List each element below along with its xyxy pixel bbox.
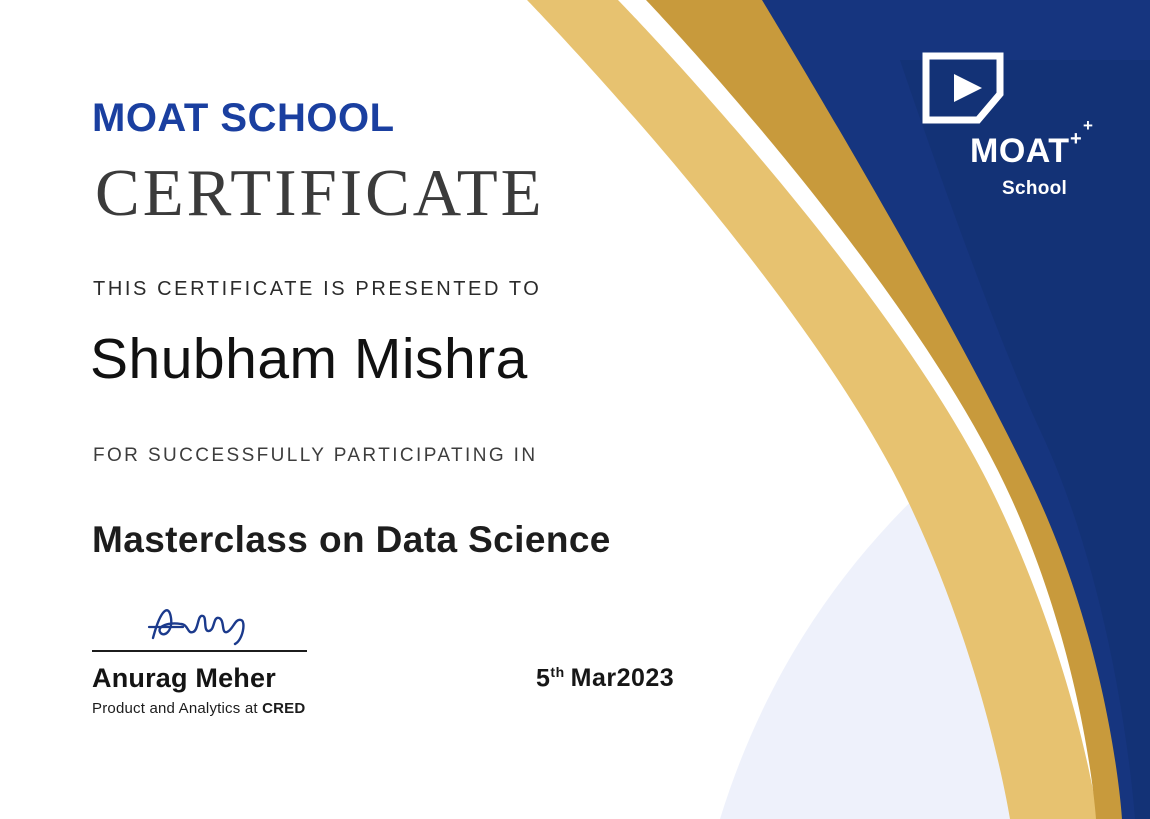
signer-role [92, 700, 352, 717]
signer-name: Anurag Meher [92, 663, 276, 693]
logo-plus-icon-1: + [1070, 128, 1082, 150]
recipient-name: Shubham Mishra [90, 327, 528, 391]
signature-rule [92, 650, 307, 652]
signer-role-prefix: Product and Analytics at [92, 700, 263, 717]
logo-subtitle: School [1002, 178, 1068, 199]
issue-date [536, 664, 674, 693]
logo-plus-icon-2: + [1083, 116, 1093, 135]
signer-role-company: CRED [262, 700, 306, 717]
presented-to-label: THIS CERTIFICATE IS PRESENTED TO [93, 278, 542, 300]
date-ordinal: th [550, 664, 565, 680]
moat-school-logo [920, 50, 1100, 199]
date-month-year: Mar2023 [570, 664, 675, 693]
date-day: 5 [536, 664, 551, 693]
page-title: CERTIFICATE [95, 156, 545, 230]
play-triangle-icon [920, 50, 1006, 141]
logo-wordmark: MOAT [970, 132, 1070, 170]
course-title: Masterclass on Data Science [92, 519, 611, 560]
signature-mark-icon [92, 600, 352, 648]
school-name: MOAT SCHOOL [92, 96, 395, 140]
signature-block [92, 600, 352, 717]
participation-label: FOR SUCCESSFULLY PARTICIPATING IN [93, 445, 538, 466]
